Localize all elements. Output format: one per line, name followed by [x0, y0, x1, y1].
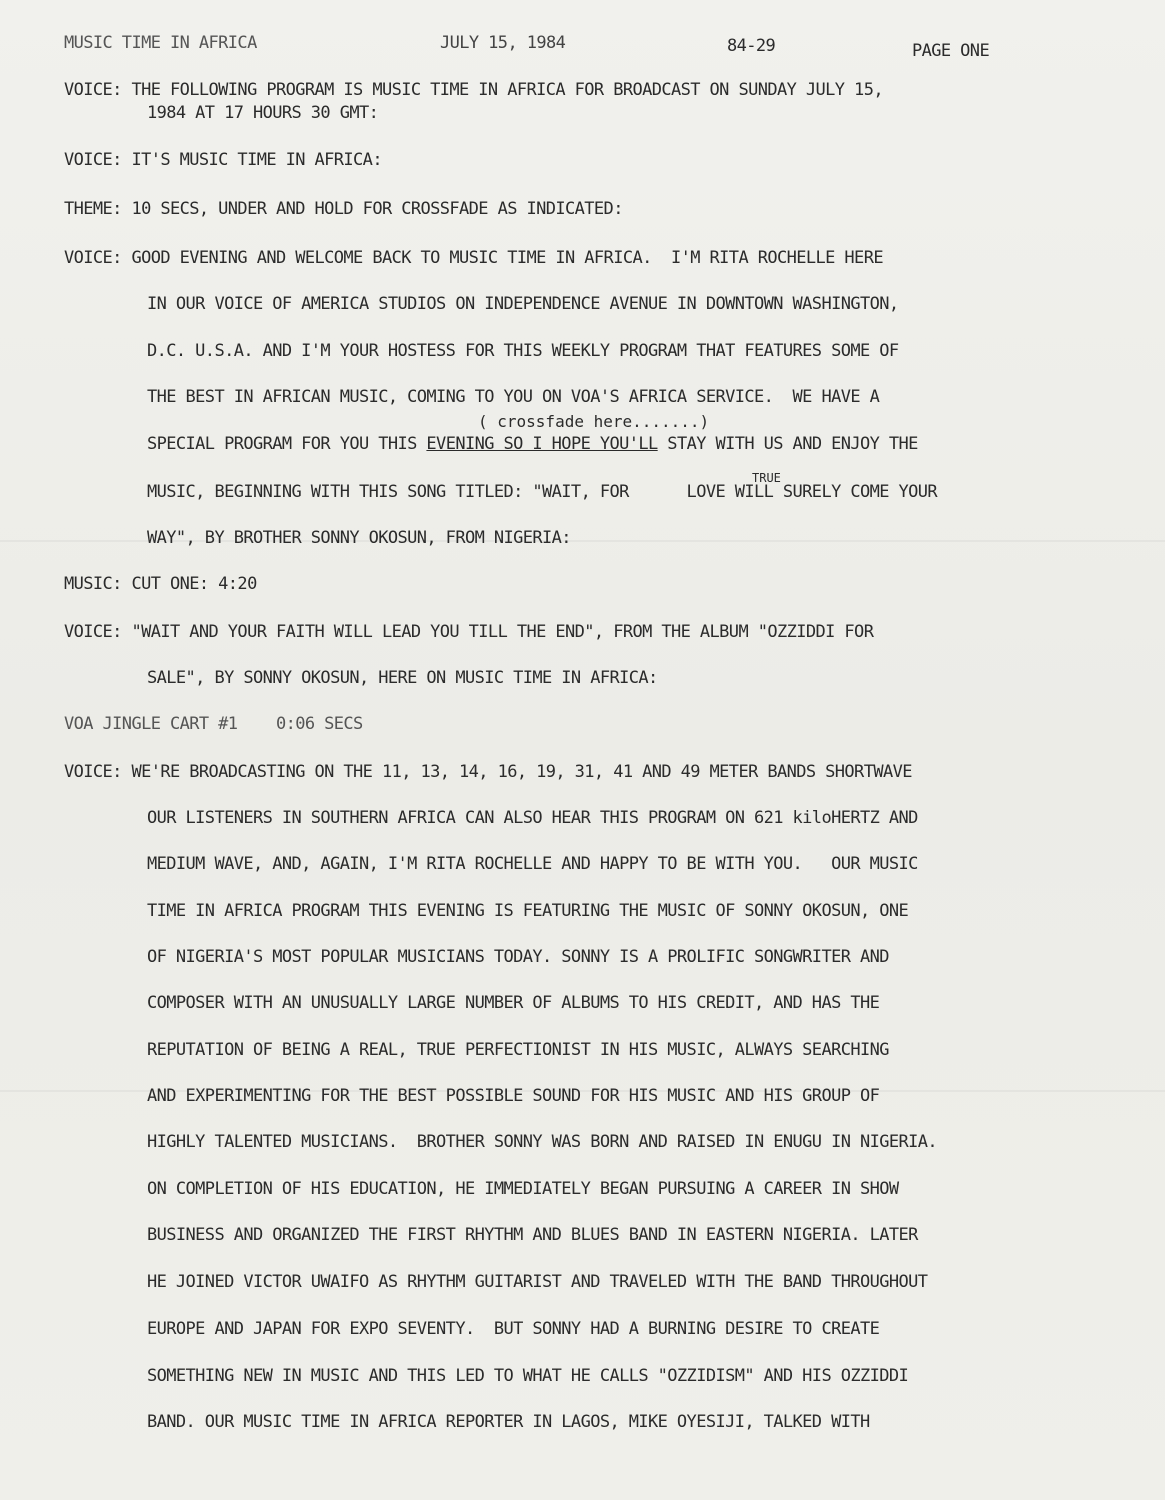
- script-line: VOICE: WE'RE BROADCASTING ON THE 11, 13, 14, 16, 19, 31, 41 AND 49 METER BANDS SHORTWAVE: [64, 762, 912, 782]
- script-line: IN OUR VOICE OF AMERICA STUDIOS ON INDEPENDENCE AVENUE IN DOWNTOWN WASHINGTON,: [147, 294, 899, 314]
- script-line: VOICE: IT'S MUSIC TIME IN AFRICA:: [64, 150, 382, 170]
- script-line: EUROPE AND JAPAN FOR EXPO SEVENTY. BUT SONNY HAD A BURNING DESIRE TO CREATE: [147, 1319, 880, 1339]
- script-line: HIGHLY TALENTED MUSICIANS. BROTHER SONNY WAS BORN AND RAISED IN ENUGU IN NIGERIA.: [147, 1132, 938, 1152]
- script-line: THEME: 10 SECS, UNDER AND HOLD FOR CROSSFADE AS INDICATED:: [64, 199, 623, 219]
- jingle-line: VOA JINGLE CART #1 0:06 SECS: [64, 714, 363, 734]
- script-line: 1984 AT 17 HOURS 30 GMT:: [147, 103, 379, 123]
- script-line: VOICE: GOOD EVENING AND WELCOME BACK TO MUSIC TIME IN AFRICA. I'M RITA ROCHELLE HERE: [64, 248, 883, 268]
- true-insert: TRUE: [752, 471, 781, 485]
- underlined-text: EVENING SO I HOPE YOU'LL: [426, 434, 658, 454]
- crossfade-note: ( crossfade here.......): [478, 412, 710, 431]
- script-line: OUR LISTENERS IN SOUTHERN AFRICA CAN ALSO HEAR THIS PROGRAM ON 621 kiloHERTZ AND: [147, 808, 918, 828]
- broadcast-date: JULY 15, 1984: [440, 33, 566, 53]
- program-title: MUSIC TIME IN AFRICA: [64, 33, 257, 53]
- script-line: [147, 434, 918, 454]
- script-line: VOICE: THE FOLLOWING PROGRAM IS MUSIC TIME IN AFRICA FOR BROADCAST ON SUNDAY JULY 15,: [64, 80, 883, 100]
- script-line: ON COMPLETION OF HIS EDUCATION, HE IMMEDIATELY BEGAN PURSUING A CAREER IN SHOW: [147, 1179, 899, 1199]
- script-line: SOMETHING NEW IN MUSIC AND THIS LED TO WHAT HE CALLS "OZZIDISM" AND HIS OZZIDDI: [147, 1366, 909, 1386]
- script-text: SPECIAL PROGRAM FOR YOU THIS: [147, 434, 427, 454]
- script-line: THE BEST IN AFRICAN MUSIC, COMING TO YOU ON VOA'S AFRICA SERVICE. WE HAVE A: [147, 387, 880, 407]
- program-code: 84-29: [727, 36, 776, 56]
- script-line: BUSINESS AND ORGANIZED THE FIRST RHYTHM AND BLUES BAND IN EASTERN NIGERIA. LATER: [147, 1225, 918, 1245]
- script-line: TIME IN AFRICA PROGRAM THIS EVENING IS FEATURING THE MUSIC OF SONNY OKOSUN, ONE: [147, 901, 909, 921]
- script-line: OF NIGERIA'S MOST POPULAR MUSICIANS TODAY. SONNY IS A PROLIFIC SONGWRITER AND: [147, 947, 889, 967]
- script-line: WAY", BY BROTHER SONNY OKOSUN, FROM NIGERIA:: [147, 528, 571, 548]
- script-line: HE JOINED VICTOR UWAIFO AS RHYTHM GUITARIST AND TRAVELED WITH THE BAND THROUGHOUT: [147, 1272, 928, 1292]
- script-line: BAND. OUR MUSIC TIME IN AFRICA REPORTER IN LAGOS, MIKE OYESIJI, TALKED WITH: [147, 1412, 870, 1432]
- script-line: MUSIC, BEGINNING WITH THIS SONG TITLED: "WAIT, FOR LOVE WILL SURELY COME YOUR: [147, 482, 938, 502]
- page-number: PAGE ONE: [912, 41, 990, 61]
- script-line: AND EXPERIMENTING FOR THE BEST POSSIBLE SOUND FOR HIS MUSIC AND HIS GROUP OF: [147, 1086, 880, 1106]
- script-line: MUSIC: CUT ONE: 4:20: [64, 574, 257, 594]
- script-line: COMPOSER WITH AN UNUSUALLY LARGE NUMBER OF ALBUMS TO HIS CREDIT, AND HAS THE: [147, 993, 880, 1013]
- script-line: VOICE: "WAIT AND YOUR FAITH WILL LEAD YOU TILL THE END", FROM THE ALBUM "OZZIDDI FOR: [64, 622, 874, 642]
- script-line: D.C. U.S.A. AND I'M YOUR HOSTESS FOR THIS WEEKLY PROGRAM THAT FEATURES SOME OF: [147, 341, 899, 361]
- script-line: SALE", BY SONNY OKOSUN, HERE ON MUSIC TIME IN AFRICA:: [147, 668, 658, 688]
- script-line: MEDIUM WAVE, AND, AGAIN, I'M RITA ROCHELLE AND HAPPY TO BE WITH YOU. OUR MUSIC: [147, 854, 918, 874]
- script-line: REPUTATION OF BEING A REAL, TRUE PERFECTIONIST IN HIS MUSIC, ALWAYS SEARCHING: [147, 1040, 889, 1060]
- script-text: STAY WITH US AND ENJOY THE: [657, 434, 918, 454]
